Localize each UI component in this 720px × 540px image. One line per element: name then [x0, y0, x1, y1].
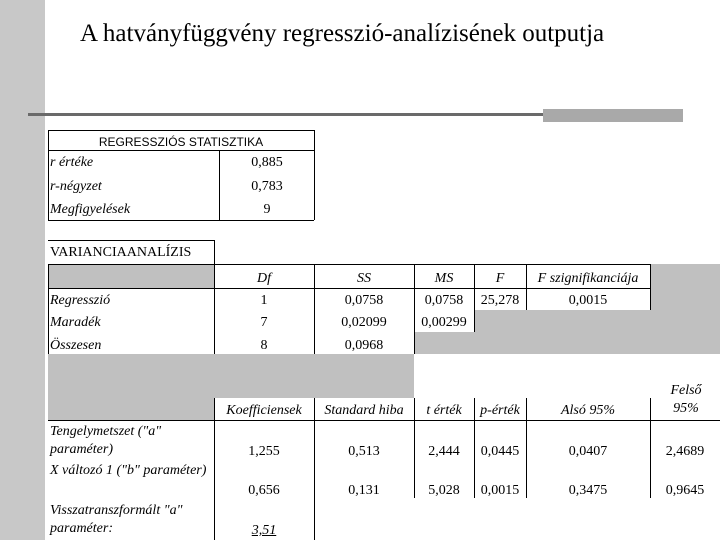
coef-col-header: Felső 95%: [670, 383, 702, 416]
coef-row-label: X változó 1 ("b" paraméter): [50, 463, 207, 478]
anova-row-label: Összesen: [50, 338, 102, 353]
coef-col-header: Standard hiba: [324, 403, 404, 418]
left-accent-bar: [0, 0, 45, 540]
regstat-value: 0,885: [251, 155, 283, 170]
regstat-value: 9: [263, 202, 271, 217]
anova-header: VARIANCIAANALÍZIS: [50, 245, 192, 260]
coef-low: 0,3475: [568, 483, 608, 498]
anova-df: 7: [260, 315, 268, 330]
coef-se: 0,513: [348, 444, 380, 459]
anova-ss: 0,0968: [344, 338, 384, 353]
anova-col-header: F: [495, 271, 505, 286]
coef-value: 0,656: [248, 483, 280, 498]
coef-col-header: p-érték: [480, 403, 520, 418]
anova-col-header: F szignifikanciája: [537, 271, 639, 286]
coef-p: 0,0445: [480, 444, 520, 459]
coef-p: 0,0015: [480, 483, 520, 498]
coef-t: 2,444: [428, 444, 460, 459]
coef-row-label: Tengelymetszet ("a" paraméter): [50, 424, 162, 457]
anova-col-header: MS: [434, 271, 454, 286]
back-transformed-a-value: 3,51: [251, 523, 277, 538]
anova-ss: 0,02099: [341, 315, 387, 330]
coef-se: 0,131: [348, 483, 380, 498]
regstat-label: r értéke: [50, 155, 94, 170]
title-divider: [28, 113, 543, 116]
coef-row-label: Visszatranszformált "a" paraméter:: [50, 503, 183, 536]
coef-t: 5,028: [428, 483, 460, 498]
coef-value: 1,255: [248, 444, 280, 459]
page-title: A hatványfüggvény regresszió-analízisének outputja: [80, 20, 605, 47]
anova-df: 8: [260, 338, 268, 353]
regstat-value: 0,783: [251, 179, 283, 194]
coef-low: 0,0407: [568, 444, 608, 459]
coef-col-header: Koefficiensek: [226, 403, 302, 418]
coef-col-header: Alsó 95%: [560, 403, 616, 418]
anova-ms: 0,00299: [421, 315, 467, 330]
anova-row-label: Regresszió: [50, 293, 111, 308]
anova-row-label: Maradék: [50, 315, 101, 330]
coef-col-header: t érték: [426, 403, 462, 418]
anova-col-header: SS: [357, 271, 371, 286]
anova-ms: 0,0758: [424, 293, 464, 308]
regstat-label: Megfigyelések: [50, 202, 131, 217]
coef-high: 2,4689: [665, 444, 705, 459]
coef-high: 0,9645: [665, 483, 705, 498]
regstat-header: REGRESSZIÓS STATISZTIKA: [98, 135, 264, 149]
regstat-label: r-négyzet: [50, 179, 102, 194]
anova-ss: 0,0758: [344, 293, 384, 308]
title-divider-accent: [543, 109, 683, 122]
anova-col-header: Df: [257, 271, 271, 286]
anova-f: 25,278: [480, 293, 520, 308]
anova-df: 1: [260, 293, 268, 308]
anova-significance: 0,0015: [568, 293, 608, 308]
